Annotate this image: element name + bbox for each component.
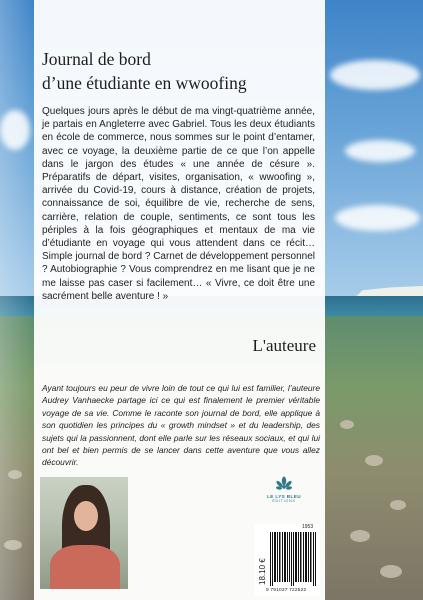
book-title-line-2: d’une étudiante en wwoofing bbox=[42, 73, 247, 93]
pebble bbox=[350, 530, 370, 542]
pebble bbox=[340, 420, 354, 429]
pebble bbox=[380, 565, 402, 578]
isbn-number: 9 791037 722522 bbox=[266, 588, 307, 593]
book-title-line-1: Journal de bord bbox=[42, 49, 151, 69]
publisher-name: LE LYS BLEU bbox=[267, 494, 301, 499]
price-label: 18.10 € bbox=[258, 558, 267, 585]
spine-shadow bbox=[0, 0, 34, 600]
pebble bbox=[365, 455, 383, 466]
cloud bbox=[330, 60, 420, 90]
book-title bbox=[42, 47, 322, 95]
lily-flower-icon bbox=[275, 476, 293, 492]
portrait-body bbox=[50, 545, 120, 589]
publisher-logo bbox=[262, 476, 306, 503]
author-bio: Ayant toujours eu peur de vivre loin de tout ce qui lui est familier, l’auteure Audrey Vanhaecke partage ici ce qui est finalement le premier véritable voyage de sa vie. Comme le raconte son journal de bord, elle applique à son quotidien les principes du « growth mindset » et du leadership, des sujets qui la passionnent, dont elle parle sur les réseaux sociaux, et qui lui ont bel et bien permis de se lancer dans cette aventure que vous allez découvrir. bbox=[42, 383, 320, 468]
publisher-subtitle: ÉDITIONS bbox=[272, 499, 296, 503]
pebble bbox=[390, 500, 406, 510]
portrait-face bbox=[74, 501, 98, 531]
internal-code: 1953 bbox=[302, 524, 314, 530]
cloud bbox=[335, 205, 420, 231]
author-portrait bbox=[40, 477, 128, 589]
cloud bbox=[345, 140, 415, 162]
back-cover-blurb: Quelques jours après le début de ma vingt-quatrième année, je partais en Angleterre avec Gabriel. Tous les deux étudiants en école de commerce, nous sommes sur le point d’entamer, avec ce voyage, la deuxième partie de ce que l’on appelle dans le jargon des études « une année de césure ». Préparatifs de départ, visites, organisation, « wwoofing », arrivée du Covid-19, cours à distance, création de projets, connaissance de soi, équilibre de vie, recherche de sens, carrière, relation de couple, sentiments, ce sont tous les périples à la fois géographiques et mentaux de ma vie d’étudiante en voyage qui vous attendent dans ce récit… Simple journal de bord ? Carnet de développement personnel ? Autobiographie ? Vous comprendrez en me lisant que je ne me laisse pas caser si facilement… « Vivre, ce doit être une sacrément belle aventure ! » bbox=[42, 106, 315, 302]
barcode bbox=[270, 532, 316, 586]
author-heading: L'auteure bbox=[252, 336, 316, 355]
